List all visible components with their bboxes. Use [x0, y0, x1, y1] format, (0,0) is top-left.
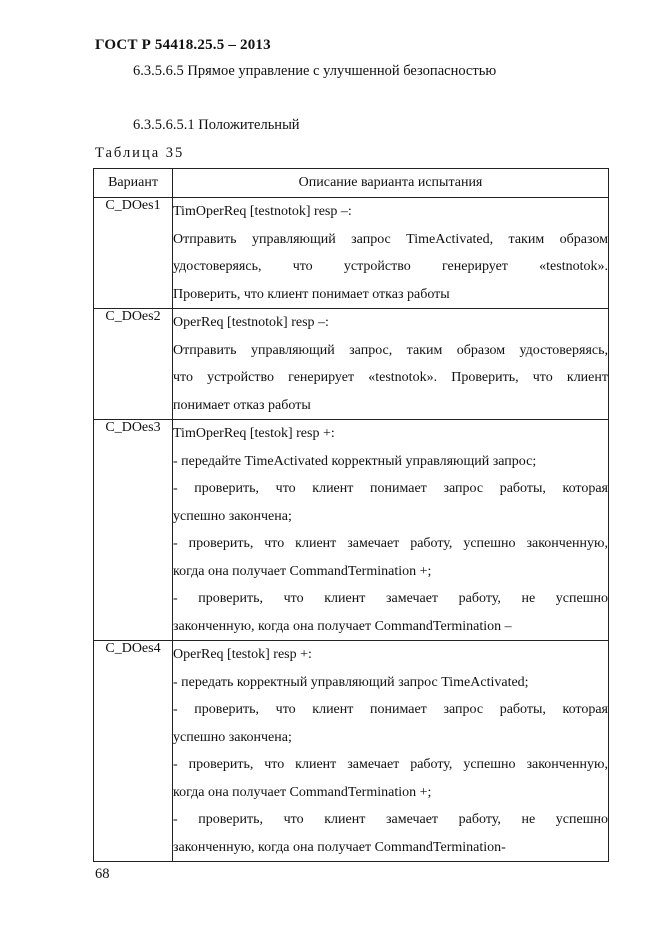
description-line: понимает отказ работы	[173, 397, 311, 413]
description-line: TimOperReq [testnotok] resp –:	[173, 204, 352, 219]
description-line: удостоверяясь, что устройство генерирует «testnotok».	[173, 259, 608, 274]
table-caption: Таблица 35	[95, 145, 185, 161]
variant-cell: C_DOes2	[94, 309, 173, 420]
description-line: когда она получает CommandTermination +;	[173, 784, 432, 800]
description-line: - проверить, что клиент замечает работу, не успешно	[173, 812, 608, 827]
description-line: успешно закончена;	[173, 729, 292, 745]
description-line: когда она получает CommandTermination +;	[173, 563, 432, 579]
description-line: - проверить, что клиент замечает работу, успешно законченную,	[173, 536, 608, 551]
section-title: 6.3.5.6.5 Прямое управление с улучшенной безопасностью	[133, 63, 497, 79]
column-header-variant: Вариант	[94, 169, 173, 198]
description-line: - передайте TimeActivated корректный управляющий запрос;	[173, 453, 537, 469]
table-body	[94, 198, 609, 862]
description-line: законченную, когда она получает CommandTermination –	[173, 618, 512, 634]
variant-cell: C_DOes3	[94, 420, 173, 641]
description-cell	[173, 198, 609, 309]
table-row	[94, 641, 609, 862]
description-line: законченную, когда она получает CommandTermination-	[173, 839, 506, 855]
subsection-title: 6.3.5.6.5.1 Положительный	[133, 117, 300, 133]
description-line: Проверить, что клиент понимает отказ работы	[173, 286, 450, 302]
description-line: - проверить, что клиент замечает работу, не успешно	[173, 591, 608, 606]
description-line: Отправить управляющий запрос, таким образом удостоверяясь,	[173, 342, 608, 358]
table-row	[94, 309, 609, 420]
page-number: 68	[95, 866, 110, 882]
description-line: - проверить, что клиент понимает запрос работы, которая	[173, 702, 608, 717]
description-line: - проверить, что клиент замечает работу, успешно законченную,	[173, 757, 608, 772]
description-line: - проверить, что клиент понимает запрос работы, которая	[173, 481, 608, 496]
description-line: - передать корректный управляющий запрос TimeActivated;	[173, 674, 529, 690]
description-cell	[173, 420, 609, 641]
document-header: ГОСТ Р 54418.25.5 – 2013	[95, 37, 271, 53]
description-cell	[173, 641, 609, 862]
description-line: Отправить управляющий запрос TimeActivated, таким образом	[173, 231, 608, 247]
description-line: OperReq [testok] resp +:	[173, 647, 312, 662]
table-row	[94, 420, 609, 641]
variant-cell: C_DOes1	[94, 198, 173, 309]
table-row	[94, 198, 609, 309]
description-line: TimOperReq [testok] resp +:	[173, 426, 335, 441]
variant-cell: C_DOes4	[94, 641, 173, 862]
description-line: что устройство генерирует «testnotok». Проверить, что клиент	[173, 370, 608, 385]
description-line: успешно закончена;	[173, 508, 292, 524]
test-cases-table	[93, 168, 609, 862]
description-line: OperReq [testnotok] resp –:	[173, 315, 329, 330]
column-header-description: Описание варианта испытания	[173, 169, 609, 198]
description-cell	[173, 309, 609, 420]
table-header-row	[94, 169, 609, 198]
